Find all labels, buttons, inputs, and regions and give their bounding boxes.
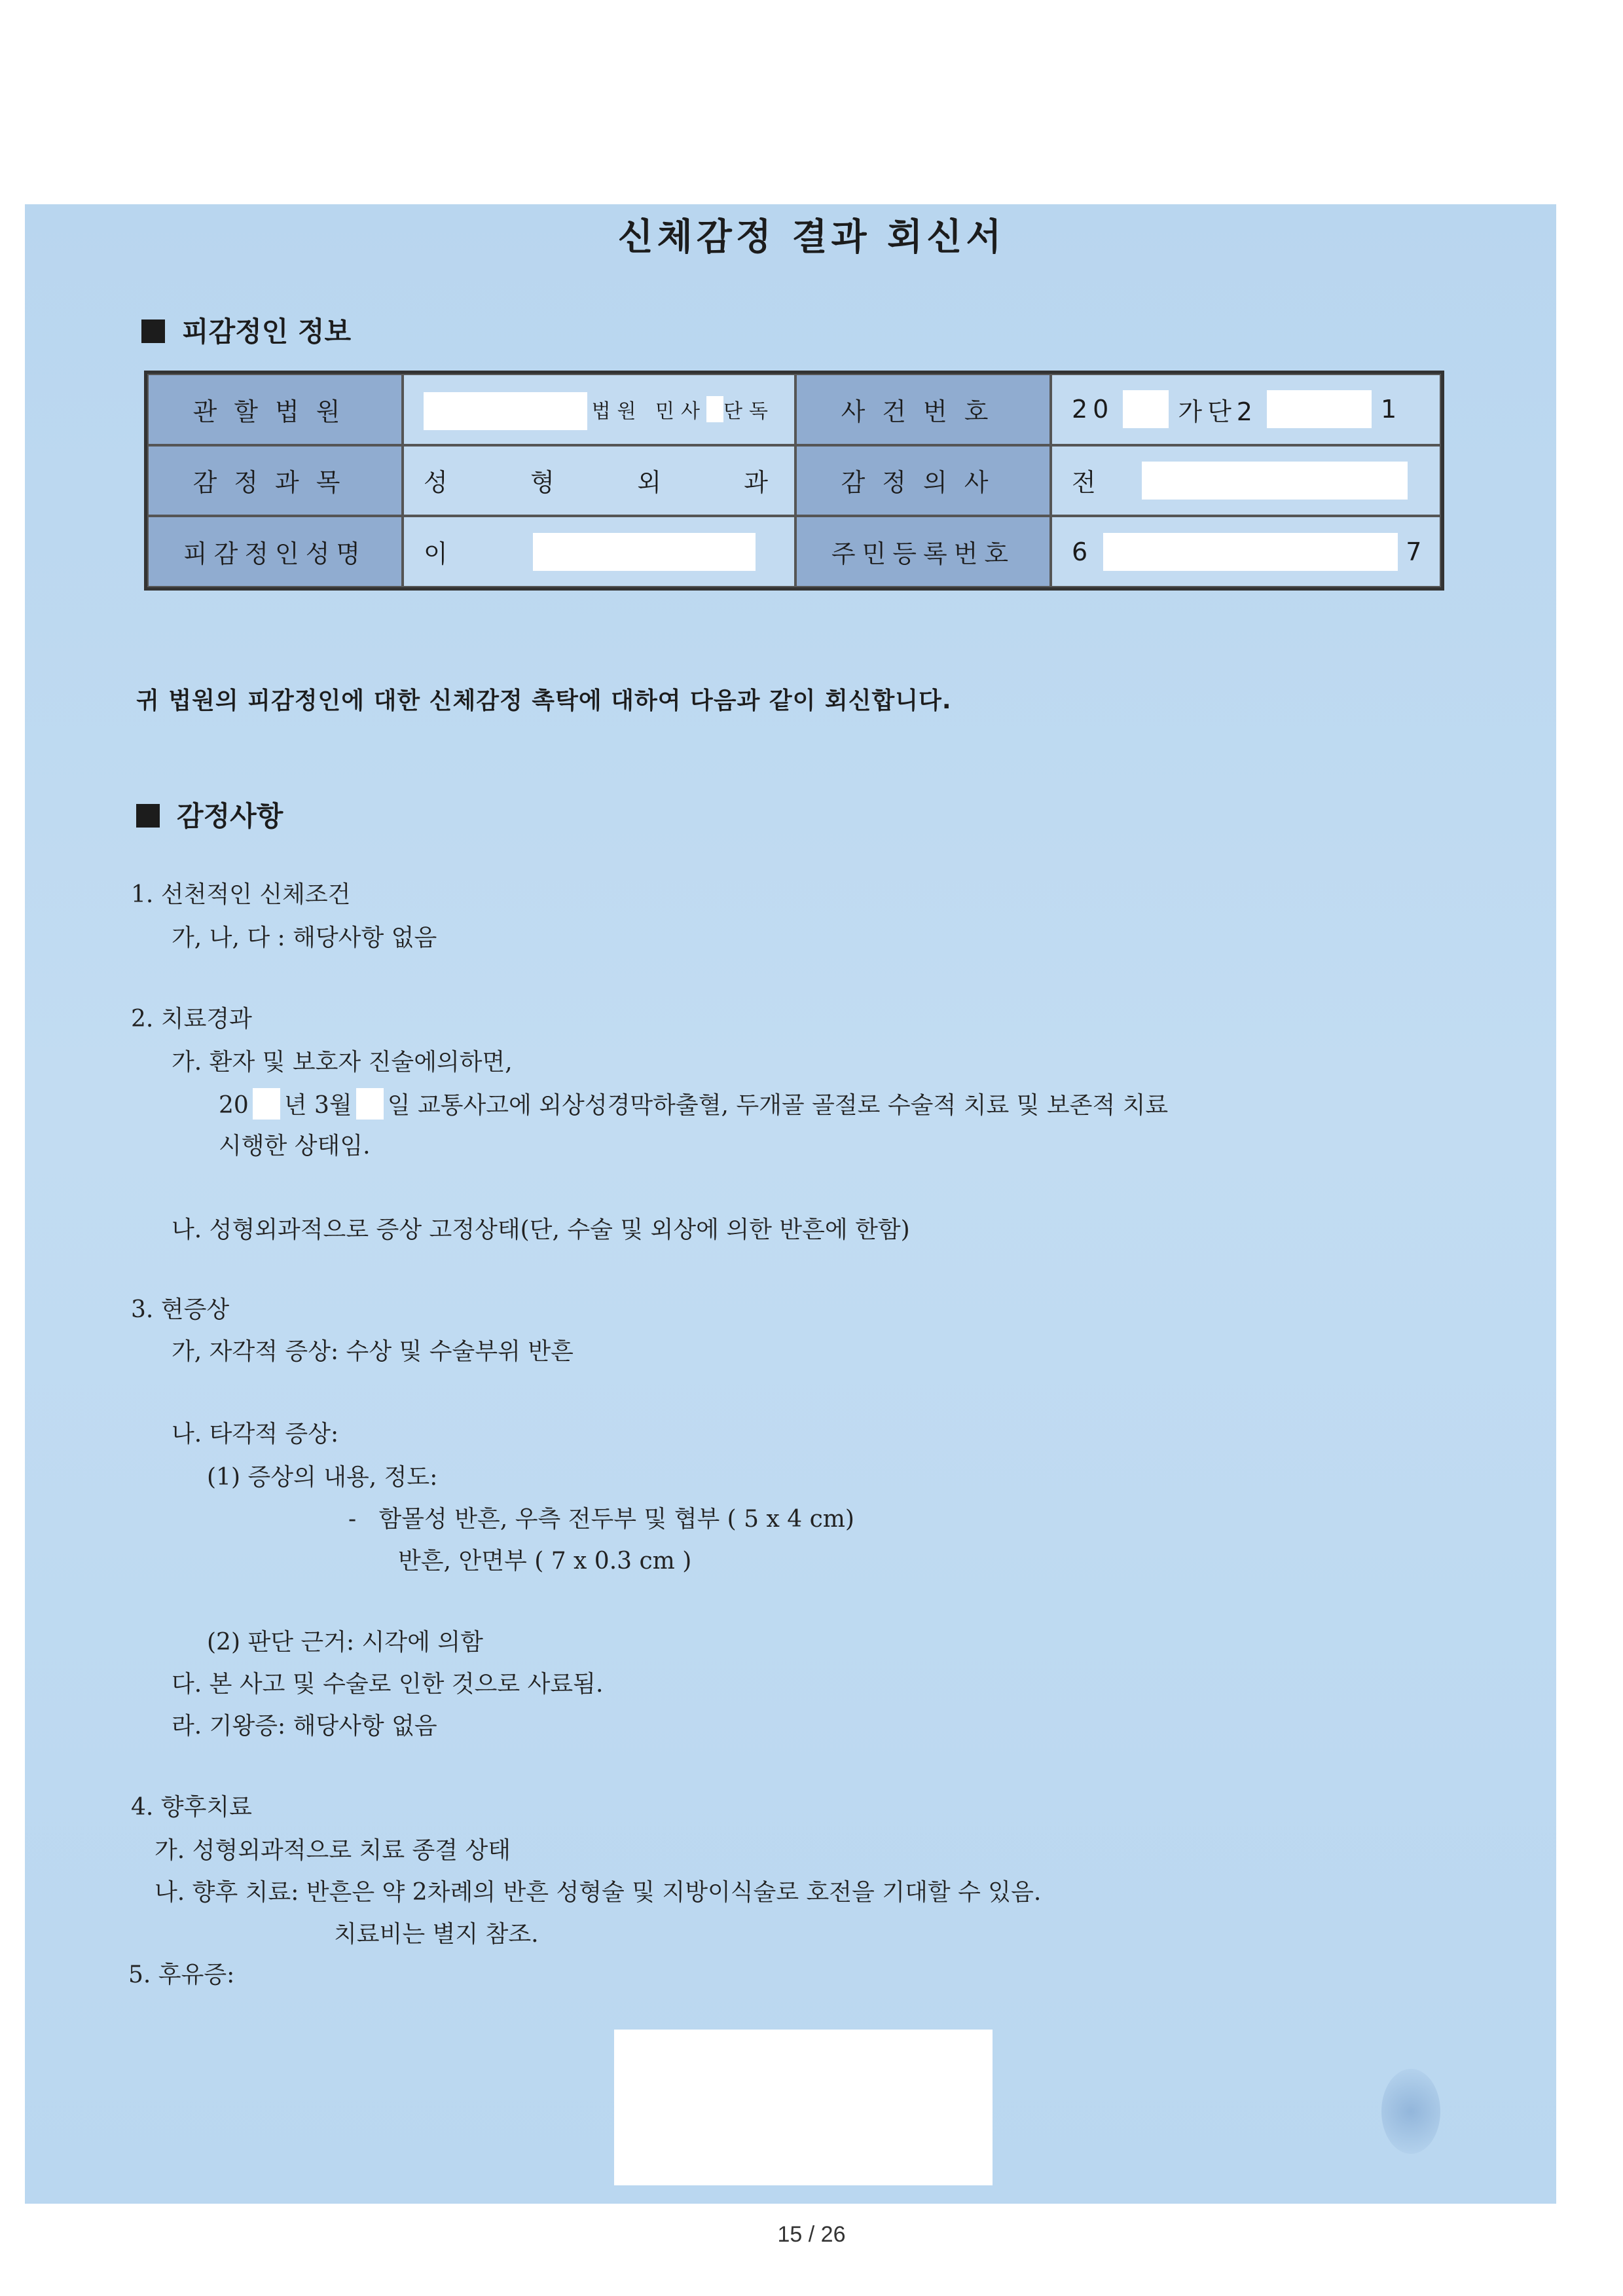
item-2-a: 가. 환자 및 보호자 진술에의하면, [172, 1049, 513, 1076]
square-bullet-icon [136, 804, 160, 828]
intro-text: 귀 법원의 피감정인에 대한 신체감정 촉탁에 대하여 다음과 같이 회신합니다. [136, 687, 952, 714]
item-3-b: 나. 타각적 증상: [172, 1421, 339, 1448]
court-label: 관할법원 [147, 374, 403, 445]
item-4-heading: 4. 향후치료 [131, 1794, 252, 1821]
item-2-a-line1 [219, 1087, 1168, 1120]
item-3-b-2: (2) 판단 근거: 시각에 의함 [207, 1629, 483, 1656]
month-text: 년 3월 [283, 1092, 352, 1119]
dept-char: 외 [637, 468, 661, 498]
item-3-b-1: (1) 증상의 내용, 정도: [207, 1464, 438, 1491]
doctor-label: 감정의사 [795, 445, 1051, 517]
court-value-b: 단독 [723, 400, 775, 424]
redaction [1103, 533, 1398, 571]
item-3-heading: 3. 현증상 [131, 1296, 230, 1323]
info-section-heading [141, 310, 351, 350]
item-1-heading: 1. 선천적인 신체조건 [131, 881, 351, 908]
item-4-a: 가. 성형외과적으로 치료 종결 상태 [155, 1837, 511, 1864]
dept-char: 성 [424, 468, 448, 498]
redaction [1123, 390, 1169, 428]
redaction [1142, 462, 1408, 500]
page-number: 15 / 26 [777, 2222, 846, 2247]
rrn-value-b: 7 [1406, 537, 1422, 566]
rrn-value [1051, 516, 1441, 587]
redaction [1267, 390, 1372, 428]
dept-label: 감정과목 [147, 445, 403, 517]
item-2-heading: 2. 치료경과 [131, 1006, 252, 1032]
item-5-heading: 5. 후유증: [128, 1961, 235, 1988]
item-3-b-1-ii: 반흔, 안면부 ( 7 x 0.3 cm ) [398, 1548, 692, 1575]
accident-text: 일 교통사고에 외상성경막하출혈, 두개골 골절로 수술적 치료 및 보존적 치료 [387, 1092, 1169, 1119]
rrn-value-a: 6 [1072, 537, 1088, 566]
case-value [1051, 374, 1441, 445]
info-heading-text: 피감정인 정보 [182, 316, 352, 348]
dept-char: 과 [744, 468, 768, 498]
name-value-text: 이 [424, 539, 448, 569]
dept-value [403, 445, 795, 517]
item-2-a-line2: 시행한 상태임. [219, 1133, 371, 1159]
redaction [356, 1088, 384, 1120]
redaction [533, 533, 756, 571]
item-4-b-2: 치료비는 별지 참조. [334, 1921, 539, 1948]
item-4-b: 나. 향후 치료: 반흔은 약 2차례의 반흔 성형술 및 지방이식술로 호전을 기대할 수 있음. [155, 1879, 1042, 1906]
redaction [253, 1088, 280, 1120]
case-label: 사건번호 [795, 374, 1051, 445]
square-bullet-icon [141, 319, 165, 343]
item-2-b: 나. 성형외과적으로 증상 고정상태(단, 수술 및 외상에 의한 반흔에 한함) [172, 1216, 910, 1243]
doctor-value-text: 전 [1072, 468, 1096, 498]
appraisal-heading-text: 감정사항 [177, 800, 283, 832]
name-value [403, 516, 795, 587]
page-title: 신체감정 결과 회신서 [617, 216, 1006, 259]
case-value-a: 20 [1072, 395, 1114, 424]
redacted-signature-area [614, 2030, 993, 2185]
case-value-b: 가단2 [1178, 397, 1258, 426]
item-3-c: 다. 본 사고 및 수술로 인한 것으로 사료됨. [172, 1671, 604, 1698]
rrn-label: 주민등록번호 [795, 516, 1051, 587]
case-value-c: 1 [1380, 395, 1402, 424]
info-table [144, 371, 1444, 591]
redaction [424, 392, 587, 430]
item-3-b-1-i: - 함몰성 반흔, 우측 전두부 및 협부 ( 5 x 4 cm) [348, 1506, 854, 1533]
redaction [706, 396, 723, 422]
name-label: 피감정인성명 [147, 516, 403, 587]
item-3-d: 라. 기왕증: 해당사항 없음 [172, 1713, 437, 1740]
dept-char: 형 [530, 468, 555, 498]
appraisal-section-heading [136, 795, 283, 834]
court-value-a: 법원 민사 [591, 400, 707, 424]
year-prefix: 20 [219, 1092, 249, 1119]
doctor-value [1051, 445, 1441, 517]
item-3-a: 가, 자각적 증상: 수상 및 수술부위 반흔 [172, 1338, 574, 1365]
court-value [403, 374, 795, 445]
stain-mark [1381, 2069, 1440, 2154]
item-1-a: 가, 나, 다 : 해당사항 없음 [172, 924, 437, 951]
